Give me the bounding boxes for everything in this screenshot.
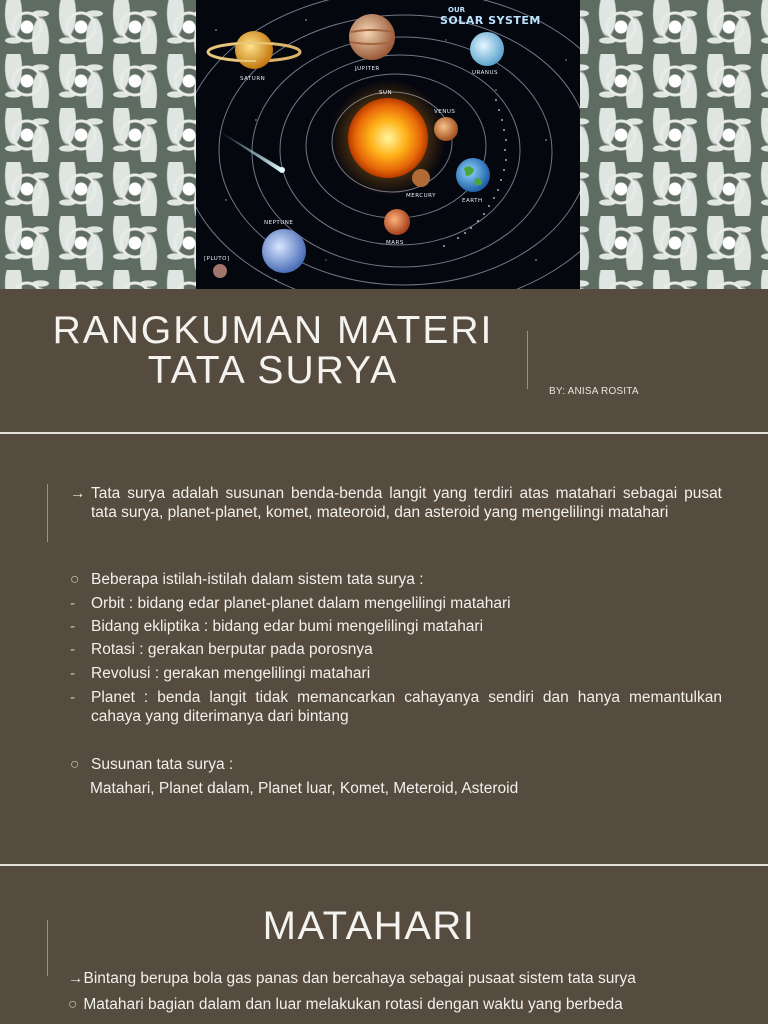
- list-item: [70, 664, 722, 683]
- label-pluto: [PLUTO]: [204, 256, 230, 262]
- list-item: [70, 617, 722, 636]
- sun-point-2-text: Matahari bagian dalam dan luar melakukan rotasi dengan waktu yang berbeda: [83, 996, 623, 1013]
- term-text: Bidang ekliptika : bidang edar bumi mengelilingi matahari: [91, 618, 484, 635]
- terms-heading-text: Beberapa istilah-istilah dalam sistem tata surya :: [91, 571, 424, 588]
- intro-text: Tata surya adalah susunan benda-benda langit yang terdiri atas matahari sebagai pusat tata surya, planet-planet, komet, mateoroid, dan asteroid yang mengelilingi matahari: [91, 485, 722, 521]
- term-text: Revolusi : gerakan mengelilingi matahari: [91, 665, 371, 682]
- title-line-2: TATA SURYA: [147, 349, 399, 392]
- circle-bullet-icon: ○: [70, 756, 80, 773]
- circle-bullet-icon: ○: [68, 996, 78, 1013]
- caption-solar-system: SOLAR SYSTEM: [440, 14, 541, 27]
- label-sun: SUN: [379, 90, 393, 96]
- solar-system-image: [196, 0, 580, 289]
- list-item: [70, 594, 722, 613]
- label-neptune: NEPTUNE: [264, 220, 294, 226]
- arrow-bullet-icon: →: [70, 485, 86, 502]
- title-band: [0, 289, 768, 432]
- label-uranus: URANUS: [472, 70, 499, 76]
- term-text: Planet : benda langit tidak memancarkan cahayanya sendiri dan hanya memantulkan cahaya yang diterimanya dari bintang: [91, 689, 722, 725]
- title-divider: [527, 331, 528, 389]
- list-item: [70, 688, 722, 726]
- arrow-bullet-icon: →: [68, 970, 84, 987]
- title-line-1: RANGKUMAN MATERI: [52, 309, 494, 352]
- label-mars: MARS: [386, 240, 404, 246]
- page-title: [40, 311, 506, 391]
- structure-heading: [70, 755, 722, 774]
- label-jupiter: JUPITER: [355, 66, 380, 72]
- section-title: MATAHARI: [262, 904, 476, 948]
- sun-point-2: [68, 995, 623, 1014]
- label-mercury: MERCURY: [406, 193, 436, 199]
- dash-bullet-icon: -: [70, 618, 76, 635]
- intro-paragraph: [70, 484, 722, 522]
- structure-list: Matahari, Planet dalam, Planet luar, Komet, Meteroid, Asteroid: [90, 780, 519, 797]
- term-text: Orbit : bidang edar planet-planet dalam mengelilingi matahari: [91, 595, 511, 612]
- slide-summary: [0, 434, 768, 864]
- circle-bullet-icon: ○: [70, 571, 80, 588]
- structure-heading-text: Susunan tata surya :: [91, 756, 234, 773]
- sun-point-1-text: Bintang berupa bola gas panas dan bercahaya sebagai pusaat sistem tata surya: [83, 970, 636, 987]
- label-saturn: SATURN: [240, 76, 266, 82]
- caption-our: OUR: [448, 6, 466, 14]
- list-item: [70, 640, 722, 659]
- term-text: Rotasi : gerakan berputar pada porosnya: [91, 641, 373, 658]
- dash-bullet-icon: -: [70, 689, 76, 706]
- author-byline: BY: ANISA ROSITA: [549, 386, 639, 397]
- terms-heading: [70, 570, 722, 589]
- dash-bullet-icon: -: [70, 641, 76, 658]
- dash-bullet-icon: -: [70, 595, 76, 612]
- label-earth: EARTH: [462, 198, 483, 204]
- label-venus: VENUS: [434, 109, 456, 115]
- dash-bullet-icon: -: [70, 665, 76, 682]
- sun-point-1: [68, 969, 636, 988]
- slide-accent-bar: [47, 484, 48, 542]
- slide-matahari: [0, 866, 768, 1024]
